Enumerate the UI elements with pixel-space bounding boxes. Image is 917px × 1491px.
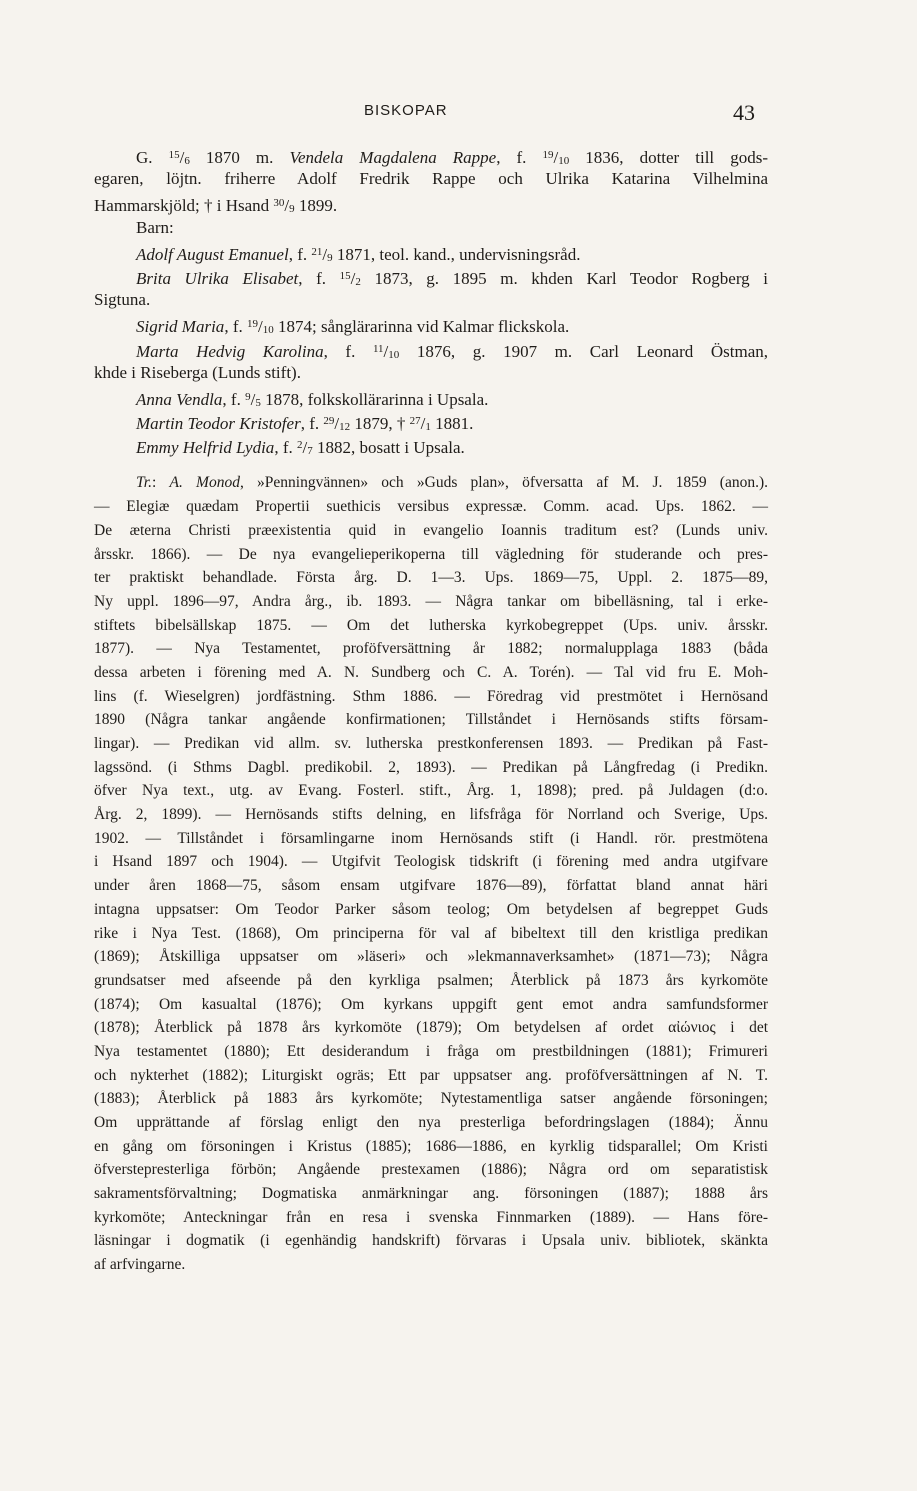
text-line: grundsatser med afseende på den kyrkliga psalmen; Återblick på 1873 års kyrkomöte [94,971,768,989]
text-line: (1883); Återblick på 1883 års kyrkomöte; Nytestamentliga satser angående försoningen; [94,1090,768,1108]
text-line: Hammarskjöld; † i Hsand $^{30}$/9 1899. [94,196,338,216]
page-header [0,100,917,130]
page-body [94,143,768,1277]
running-title: BISKOPAR [364,102,448,119]
child-entry: Adolf August Emanuel, f. $^{21}$/9 1871, teol. kand., undervisningsråd. [136,244,581,264]
text-line: stiftets bibelsällskap 1875. — Om det lutherska kyrkobegreppet (Ups. univ. årsskr. [94,616,768,634]
text-line: ter praktiskt behandlade. Första årg. D. 1—3. Ups. 1869—75, Uppl. 2. 1875—89, [94,569,768,587]
text-line: intagna uppsatser: Om Teodor Parker såsom teolog; Om betydelsen af begreppet Guds [94,900,768,918]
text-line: G. $^{15}$/6 1870 m. Vendela Magdalena Rappe, f. $^{19}$/10 1836, dotter till gods- [136,148,768,167]
writings-paragraph [94,471,768,1276]
text-line: öfverstepresterliga förbön; Angående prestexamen (1886); Några ord om separatistisk [94,1161,768,1179]
page-number: 43 [733,100,755,125]
spouse-name: Vendela Magdalena Rappe [289,148,497,167]
child-entry: Marta Hedvig Karolina, f. $^{11}$/10 1876, g. 1907 m. Carl Leonard Östman, [136,341,768,361]
text-line: lingar). — Predikan vid allm. sv. lutherska prestkonferensen 1893. — Predikan på Fast- [94,735,768,752]
date-fraction: 15 [168,149,180,161]
text-line: — Elegiæ quædam Propertii suethicis versibus expressæ. Comm. acad. Ups. 1862. — [94,498,768,516]
text-line: kyrkomöte; Anteckningar från en resa i svenska Finnmarken (1889). — Hans före- [94,1208,768,1226]
text-line: egaren, löjtn. friherre Adolf Fredrik Rappe och Ulrika Katarina Vilhelmina [94,169,768,189]
child-entry: Brita Ulrika Elisabet, f. $^{15}$/2 1873, g. 1895 m. khden Karl Teodor Rogberg i [136,268,768,288]
text-line: en gång om försoningen i Kristus (1885); 1686—1886, en kyrklig tidsparallel; Om Kristi [94,1137,768,1155]
text-line: af arfvingarne. [94,1256,186,1274]
text-line: och nykterhet (1882); Liturgiskt ogräs; Ett par uppsatser ang. proföfversättningen af N. T. [94,1066,768,1084]
text-line: årsskr. 1866). — De nya evangelieperikoperna till vägledning för studerande och pres- [94,545,768,563]
marriage-paragraph [94,143,768,216]
text-line: under åren 1868—75, såsom ensam utgifvare 1876—89), författat bland annat häri [94,877,768,895]
text-line: 1890 (Några tankar angående konfirmationen; Tillståndet i Hernösands stifts försam- [94,711,768,729]
child-entry-continued: khde i Riseberga (Lunds stift). [94,362,301,382]
child-entry: Sigrid Maria, f. $^{19}$/10 1874; sånglärarinna vid Kalmar flickskola. [136,317,570,337]
child-entry: Martin Teodor Kristofer, f. $^{29}$/12 1879, † $^{27}$/1 1881. [136,414,474,434]
child-entry: Anna Vendla, f. $^9$/5 1878, folkskollärarinna i Upsala. [136,389,489,409]
text-line: (1869); Åtskilliga uppsatser om »läseri» och »lekmannaverksamhet» (1871—73); Några [94,948,768,966]
text-line: dessa arbeten i förening med A. N. Sundberg och C. A. Torén). — Tal vid fru E. Moh- [94,663,768,681]
text-line: lins (f. Wieselgren) jordfästning. Sthm 1886. — Föredrag vid prestmötet i Hernösand [94,687,768,705]
child-entry-continued: Sigtuna. [94,290,151,310]
child-entry: Emmy Helfrid Lydia, f. $^2$/7 1882, bosatt i Upsala. [136,438,465,458]
text-line: lagssönd. (i Sthms Dagbl. predikobil. 2, 1893). — Predikan på Långfredag (i Predikn. [94,758,768,776]
text-line: Om upprättande af förslag enligt den nya presterliga befordringslagen (1884); Ännu [94,1114,768,1131]
children-list [94,216,768,458]
text-line: 1877). — Nya Testamentet, proföfversättning år 1882; normalupplaga 1883 (båda [94,640,768,658]
text-line: läsningar i dogmatik (i egenhändig handskrift) förvaras i Upsala univ. bibliotek, skänkta [94,1232,768,1250]
text-line: 1902. — Tillståndet i församlingarne inom Hernösands stift (i Handl. rör. prestmötena [94,829,768,847]
text-line: i Hsand 1897 och 1904). — Utgifvit Teologisk tidskrift (i förening med andra utgifvare [94,853,768,871]
text-line: (1878); Återblick på 1878 års kyrkomöte (1879); Om betydelsen af ordet αἰώνιος i det [94,1019,768,1037]
text-line: Tr.: A. Monod, »Penningvännen» och »Guds plan», öfversatta af M. J. 1859 (anon.). [136,474,768,492]
text-line: Nya testamentet (1880); Ett desiderandum i fråga om prestbildningen (1881); Frimureri [94,1042,768,1060]
text-line: öfver Nya text., utg. av Evang. Fosterl. stift., Årg. 1, 1898); pred. på Juldagen (d:o. [94,782,768,800]
text-line: Årg. 2, 1899). — Hernösands stifts delning, en lifsfråga för Norrland och Sverige, Ups. [94,806,768,824]
children-heading: Barn: [136,217,174,237]
text-line: rike i Nya Test. (1868), Om principerna för val af bibeltext till den kristliga predikan [94,924,768,942]
text-line: (1874); Om kasualtal (1876); Om kyrkans uppgift gent emot andra samfundsformer [94,995,768,1013]
text-line: De æterna Christi præexistentia quid in evangelio Ioannis traditum est? (Lunds univ. [94,521,768,539]
text-line: sakramentsförvaltning; Dogmatiska anmärkningar ang. försoningen (1887); 1888 års [94,1185,768,1203]
text-line: Ny uppl. 1896—97, Andra årg., ib. 1893. — Några tankar om bibelläsning, tal i erke- [94,592,768,610]
